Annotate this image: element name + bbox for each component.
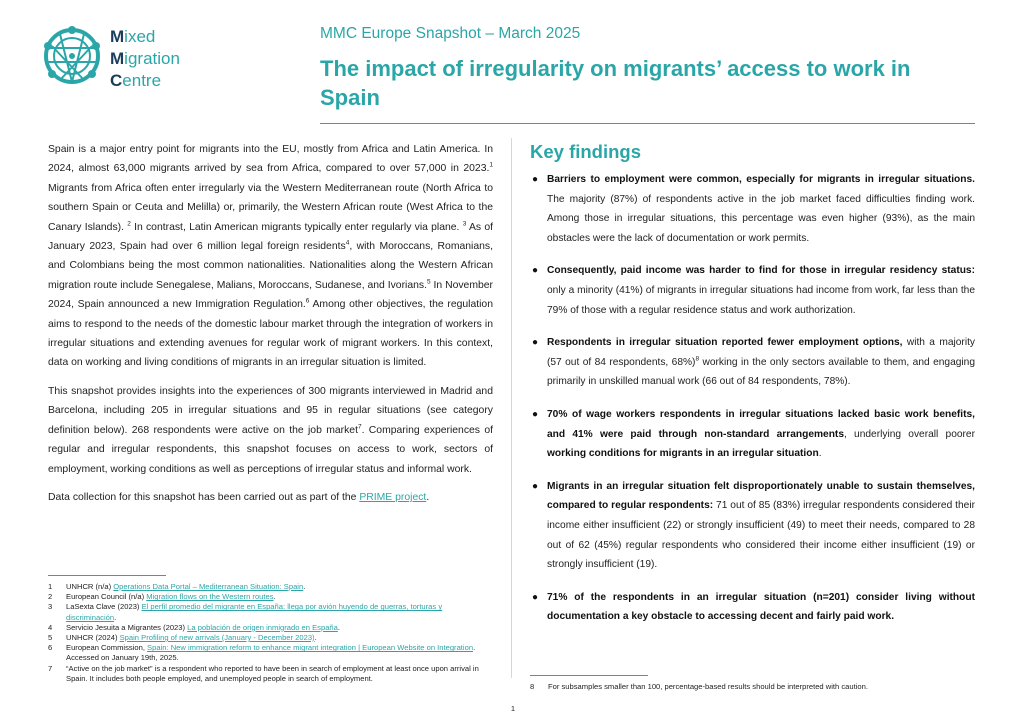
footnote: 2 European Council (n/a) Migration flows on the Western routes. — [48, 592, 276, 602]
intro-paragraph-2: This snapshot provides insights into the experiences of 300 migrants interviewed in Madrid and Barcelona, including 205 in irregular situations and 95 in regular situations (see category definition below). 268 respondents were active on the job market$^7$. Comparing experiences of regular and irregular respondents, this snapshot focuses on access to work, sectors of employment, working conditions as well as perceptions of irregular status and informal work. — [48, 385, 493, 475]
bullet-icon: ● — [532, 174, 539, 185]
footnotes — [48, 582, 493, 684]
footnote: 4 Servicio Jesuita a Migrantes (2023) La población de origen inmigrado en España. — [48, 622, 340, 632]
bullet-icon: ● — [532, 265, 539, 277]
intro-paragraph-1: Spain is a major entry point for migrants into the EU, mostly from Africa and Latin America. In 2024, almost 63,000 migrants arrived by sea from Africa, compared to over 57,000 in 2023.$^1$ Migrants from Africa often enter irregularly via the Western Mediterranean route (North Africa to southern Spain or Ceuta and Melilla) or, primarily, the Western African route (West Africa to the Canary Islands). $^2$ In contrast, Latin American migrants typically enter regularly via plane. $^3$ As of January 2023, Spain had over 6 million legal foreign residents$^4$, with Moroccans, Romanians, and Colombians being the most common nationalities. Nationalities along the Western African migration route include Senegalese, Malians, Moroccans, Sudanese, and Ivorians.$^5$ In November 2024, Spain announced a new Immigration Regulation.$^6$ Among other objectives, the regulation aims to respond to the needs of the domestic labour market through the integration of workers in irregular situations and extending avenues for regular work of migrant workers. In this context, data on working and living conditions of migrants in an irregular situation is limited. — [48, 144, 493, 369]
finding-item: ● 70% of wage workers respondents in irregular situations lacked basic work benefits, and 41% were paid through non-standard arrangements, underlying overall poorer working conditions for migrants in an irregular situation. — [530, 405, 975, 464]
key-findings — [530, 140, 975, 640]
column-divider — [511, 138, 512, 678]
logo-wordmark: Mixed Migration Centre — [110, 27, 180, 90]
intro-column — [48, 140, 493, 507]
footnote: 3 LaSexta Clave (2023) El perfil promedio del migrante en España: llega por avión huyendo de guerras, torturas y discriminación. — [48, 602, 443, 622]
snapshot-kicker: MMC Europe Snapshot – March 2025 — [320, 25, 581, 42]
finding-item: ● Barriers to employment were common, especially for migrants in irregular situations. The majority (87%) of respondents active in the job market faced difficulties finding work. Among those in irregular situations, this percentage was even higher (93%), as the main obstacles were the lack of documentation or work permits. — [530, 170, 975, 248]
finding-item: ● Migrants in an irregular situation felt disproportionately unable to sustain themselves, compared to regular respondents: 71 out of 85 (83%) irregular respondents considered their income either insufficient (22) or strongly insufficient (49) to meet their needs, compared to 28 out of 62 (45%) regular respondents who considered their income either insufficient (19) or strongly insufficient (19). — [530, 477, 975, 575]
footnote-divider — [48, 575, 166, 576]
footnote: 1 UNHCR (n/a) Operations Data Portal – Mediterranean Situation: Spain. — [48, 582, 306, 591]
page-number: 1 — [510, 704, 516, 713]
footnote: 8 For subsamples smaller than 100, percentage-based results should be interpreted with caution. — [530, 682, 868, 691]
footnote-link[interactable]: Migration flows on the Western routes — [146, 592, 274, 602]
footnote-divider — [530, 675, 648, 676]
footnote-link[interactable]: Spain: New immigration reform to enhance migrant integration | European Website on Integration — [147, 643, 474, 653]
footnote-link[interactable]: El perfil promedio del migrante en España: llega por avión huyendo de guerras, torturas y discriminación — [66, 602, 443, 622]
header-divider — [320, 123, 975, 124]
footnote-link[interactable]: Spain Profiling of new arrivals (January - December 2023) — [119, 633, 315, 643]
bullet-icon: ● — [532, 408, 539, 420]
page-header — [320, 24, 960, 112]
footnote: 7 “Active on the job market” is a respondent who reported to have been in search of employment at least once upon arrival in Spain. It includes both people employed, and unemployed people in search of employment. — [48, 663, 479, 683]
intro-paragraph-3: Data collection for this snapshot has been carried out as part of the PRIME project. — [48, 491, 430, 503]
bullet-icon: ● — [532, 480, 539, 492]
footnote-link[interactable]: La población de origen inmigrado en España — [187, 622, 338, 632]
bullet-icon: ● — [532, 591, 539, 603]
footnote: 5 UNHCR (2024) Spain Profiling of new arrivals (January - December 2023). — [48, 633, 317, 643]
key-findings-list — [530, 170, 975, 627]
globe-network-icon — [40, 24, 104, 88]
prime-project-link[interactable]: PRIME project — [359, 491, 427, 503]
footnote: 6 European Commission, Spain: New immigration reform to enhance migrant integration | European Website on Integration. Accessed on January 19th, 2025. — [48, 643, 476, 663]
finding-item: ● Respondents in irregular situation reported fewer employment options, with a majority (57 out of 84 respondents, 68%)$^8$ working in the only sectors available to them, and engaging primarily in unskilled manual work (66 out of 84 respondents, 78%). — [530, 333, 975, 392]
page-title: The impact of irregularity on migrants’ access to work in Spain — [320, 56, 911, 110]
key-findings-heading: Key findings — [530, 141, 642, 162]
mmc-logo — [40, 24, 240, 96]
finding-item: ● Consequently, paid income was harder to find for those in irregular residency status: only a minority (41%) of migrants in irregular situations had income from work, far less than the 79% of those with a regular residence status and work authorization. — [530, 261, 975, 320]
finding-item: ● 71% of the respondents in an irregular situation (n=201) consider living without documentation a key obstacle to accessing decent and fairly paid work. — [530, 588, 975, 627]
bullet-icon: ● — [532, 337, 539, 349]
footnote-link[interactable]: Operations Data Portal – Mediterranean Situation: Spain — [113, 582, 304, 591]
